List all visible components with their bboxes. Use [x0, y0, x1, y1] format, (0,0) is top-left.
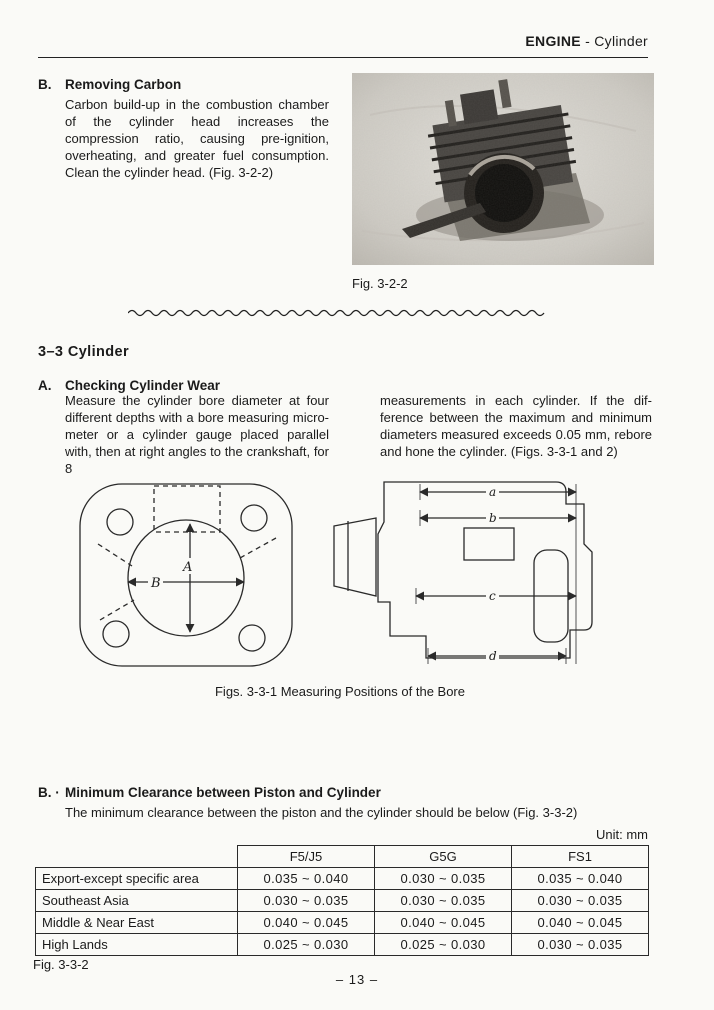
depth-label-b: b — [489, 511, 497, 525]
table-col-header-f5j5: F5/J5 — [238, 846, 375, 868]
row-label: Export-except specific area — [36, 868, 238, 890]
fig-3-2-2-caption: Fig. 3-2-2 — [352, 276, 408, 291]
table-row — [36, 934, 649, 956]
depth-label-c: c — [489, 589, 496, 603]
cell-value: 0.025 ~ 0.030 — [238, 934, 375, 956]
table-corner-cell — [36, 846, 238, 868]
clearance-body: The minimum clearance between the piston and the cylinder should be below (Fig. 3-3-2) — [65, 805, 578, 820]
header-title-main: ENGINE — [525, 33, 581, 49]
table-col-header-fs1: FS1 — [512, 846, 649, 868]
removing-carbon-label: B. — [38, 77, 52, 92]
cell-value: 0.030 ~ 0.035 — [512, 934, 649, 956]
row-label: High Lands — [36, 934, 238, 956]
table-row — [36, 890, 649, 912]
cell-value: 0.040 ~ 0.045 — [375, 912, 512, 934]
fig-3-3-1-diagrams — [60, 472, 620, 682]
depth-label-a: a — [489, 485, 497, 499]
row-label: Southeast Asia — [36, 890, 238, 912]
bore-top-view-diagram — [80, 484, 292, 666]
cell-value: 0.025 ~ 0.030 — [375, 934, 512, 956]
wavy-divider-svg — [128, 307, 548, 319]
cell-value: 0.040 ~ 0.045 — [512, 912, 649, 934]
clearance-title: Minimum Clearance between Piston and Cylinder — [65, 785, 381, 800]
removing-carbon-title: Removing Carbon — [65, 77, 182, 92]
clearance-table — [35, 845, 649, 956]
checking-wear-column-right: measurements in each cylinder. If the dif-ference between the maximum and minimum diameters measured exceeds 0.05 mm, rebore and hone the cylinder. (Figs. 3-3-1 and 2) — [380, 393, 652, 459]
wavy-divider-path — [128, 311, 544, 316]
header-title-rest: - Cylinder — [580, 33, 648, 49]
checking-wear-column-left: Measure the cylinder bore diameter at four different depths with a bore measuring micro-meter or a cylinder gauge placed parallel with, then at right angles to the crankshaft, for 8 — [65, 393, 329, 476]
table-col-header-g5g: G5G — [375, 846, 512, 868]
cylinder-side-view-diagram — [334, 482, 592, 664]
cylinder-photo-illustration — [352, 73, 654, 265]
unit-label: Unit: mm — [596, 827, 648, 842]
cell-value: 0.040 ~ 0.045 — [238, 912, 375, 934]
figs-3-3-1-caption: Figs. 3-3-1 Measuring Positions of the Bore — [214, 684, 465, 699]
bore-dim-label-A: A — [183, 560, 193, 575]
page-number: – 13 – — [335, 972, 379, 987]
wavy-divider — [128, 306, 548, 318]
clearance-label: B. · — [38, 785, 60, 800]
cell-value: 0.030 ~ 0.035 — [238, 890, 375, 912]
cell-value: 0.035 ~ 0.040 — [512, 868, 649, 890]
cylinder-photo — [352, 73, 654, 265]
cell-value: 0.035 ~ 0.040 — [238, 868, 375, 890]
table-row — [36, 868, 649, 890]
header-rule — [38, 57, 648, 58]
cell-value: 0.030 ~ 0.035 — [512, 890, 649, 912]
cell-value: 0.030 ~ 0.035 — [375, 890, 512, 912]
fig-3-3-2-caption: Fig. 3-3-2 — [33, 957, 89, 972]
depth-label-d: d — [489, 649, 497, 663]
removing-carbon-body: Carbon build-up in the combustion chamber of the cylinder head increases the compression ratio, causing pre-ignition, overheating, and greater fuel consumption. Clean the cylinder head. (Fig. 3-2-2) — [65, 97, 329, 180]
bore-dim-label-B: B — [151, 576, 161, 591]
table-header-row — [36, 846, 649, 868]
checking-wear-title: Checking Cylinder Wear — [65, 378, 221, 393]
row-label: Middle & Near East — [36, 912, 238, 934]
checking-wear-label: A. — [38, 378, 52, 393]
section-3-3-heading: 3–3 Cylinder — [38, 344, 130, 360]
page-header-title — [525, 33, 648, 49]
table-row — [36, 912, 649, 934]
cell-value: 0.030 ~ 0.035 — [375, 868, 512, 890]
fig-3-3-1-svg — [60, 472, 620, 682]
